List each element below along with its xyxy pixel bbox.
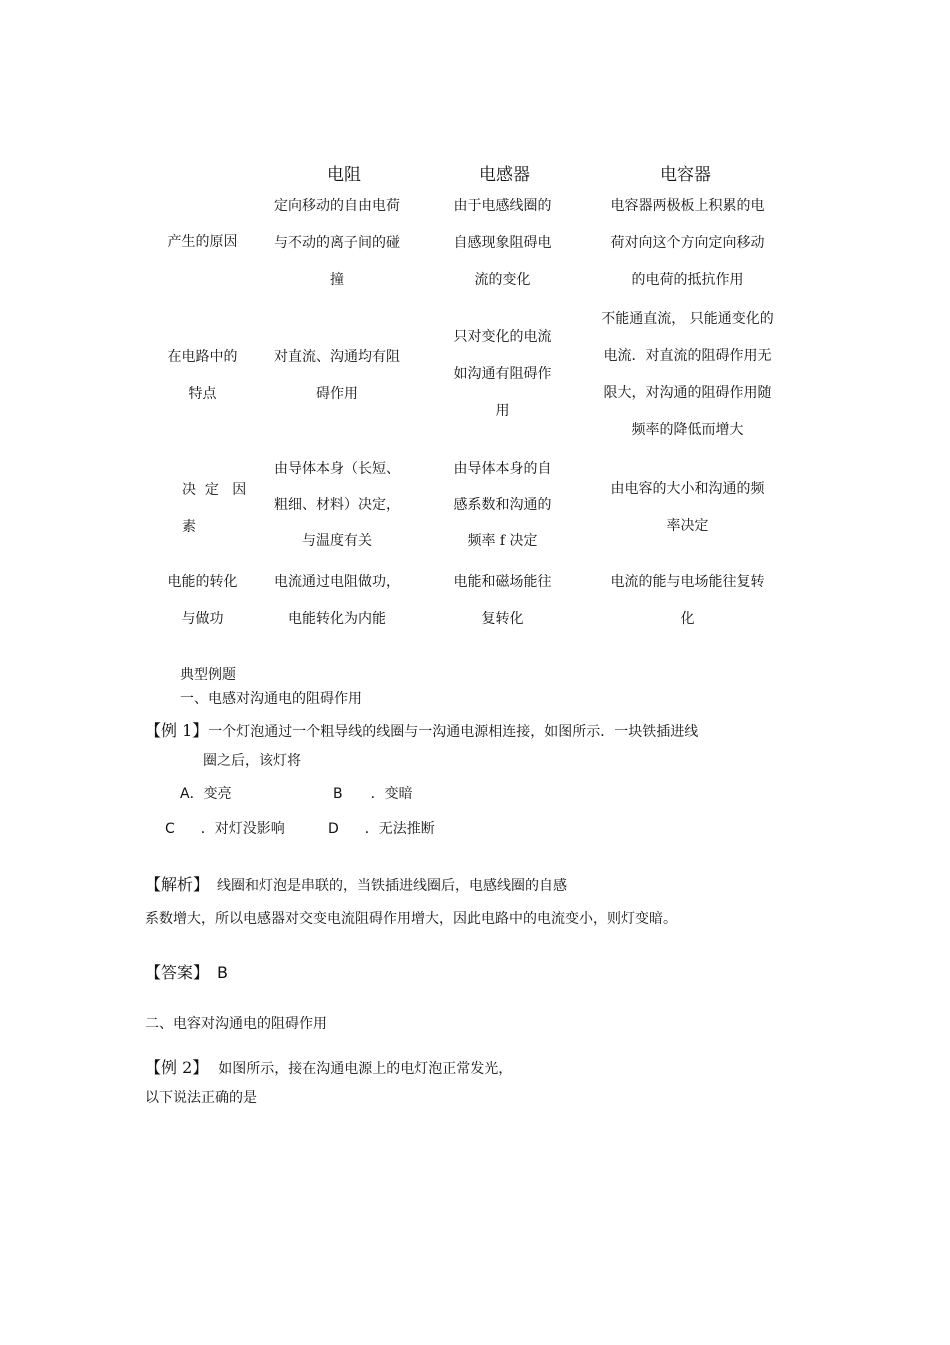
row-label-energy: 电能的转化 与做功 xyxy=(167,574,238,627)
example1-line1 xyxy=(145,718,698,741)
resistor-feature: 对直流、沟通均有阻 碍作用 xyxy=(274,349,400,402)
analysis-line2: 系数增大，所以电感器对交变电流阻碍作用增大，因此电路中的电流变小，则灯变暗。 xyxy=(145,911,677,927)
resistor-energy: 电流通过电阻做功， 电能转化为内能 xyxy=(274,574,400,627)
capacitor-feature: 不能通直流， 只能通变化的 电流．对直流的阻碍作用无 限大，对沟通的阻碍作用随 频率的降低而增大 xyxy=(601,311,774,438)
answer-value: B xyxy=(217,963,228,982)
part2-title: 二、电容对沟通电的阻碍作用 xyxy=(145,1016,327,1032)
row-label-feature: 在电路中的 特点 xyxy=(167,349,238,402)
capacitor-energy: 电流的能与电场能往复转 化 xyxy=(610,574,765,627)
capacitor-cause: 电容器两极板上积累的电 荷对向这个方向定向移动 的电荷的抵抗作用 xyxy=(610,198,765,288)
option-b: B ．变暗 xyxy=(333,786,413,802)
example1-question: 一个灯泡通过一个粗导线的线圈与一沟通电源相连接，如图所示．一块铁插进线 xyxy=(208,724,699,740)
inductor-feature: 只对变化的电流 如沟通有阻碍作 用 xyxy=(453,329,552,419)
row-label-factor: 决 定 因 素 xyxy=(182,482,247,535)
example2-line1: 【例 2】 如图所示，接在沟通电源上的电灯泡正常发光， xyxy=(145,1058,513,1077)
example2-tag: 【例 2】 xyxy=(145,1058,209,1077)
section-title: 典型例题 xyxy=(180,667,236,683)
inductor-cause: 由于电感线圈的 自感现象阻碍电 流的变化 xyxy=(453,198,552,288)
option-c: C ．对灯没影响 xyxy=(165,821,285,837)
example1-tag: 【例 1】 xyxy=(145,721,209,740)
capacitor-factor: 由电容的大小和沟通的频 率决定 xyxy=(610,481,765,534)
header-capacitor: 电容器 xyxy=(660,165,711,185)
example1-line2: 圈之后，该灯将 xyxy=(203,753,301,769)
row-label-cause: 产生的原因 xyxy=(167,234,238,250)
resistor-cause: 定向移动的自由电荷 与不动的离子间的碰 撞 xyxy=(274,198,400,288)
example2-line2: 以下说法正确的是 xyxy=(145,1090,257,1106)
inductor-factor: 由导体本身的自 感系数和沟通的 频率 f 决定 xyxy=(453,461,552,549)
header-inductor: 电感器 xyxy=(479,165,530,185)
analysis-tag: 【解析】 xyxy=(145,875,210,894)
option-a: A．变亮 xyxy=(180,786,232,802)
option-d: D ．无法推断 xyxy=(328,821,435,837)
analysis-line1: 【解析】 线圈和灯泡是串联的，当铁插进线圈后，电感线圈的自感 xyxy=(145,875,568,894)
inductor-energy: 电能和磁场能往 复转化 xyxy=(453,574,552,627)
answer-tag: 【答案】 xyxy=(145,963,210,982)
answer xyxy=(145,960,228,983)
part1-title: 一、电感对沟通电的阻碍作用 xyxy=(180,691,362,707)
resistor-factor: 由导体本身（长短、 粗细、材料）决定， 与温度有关 xyxy=(274,461,400,549)
header-resistor: 电阻 xyxy=(327,165,361,185)
